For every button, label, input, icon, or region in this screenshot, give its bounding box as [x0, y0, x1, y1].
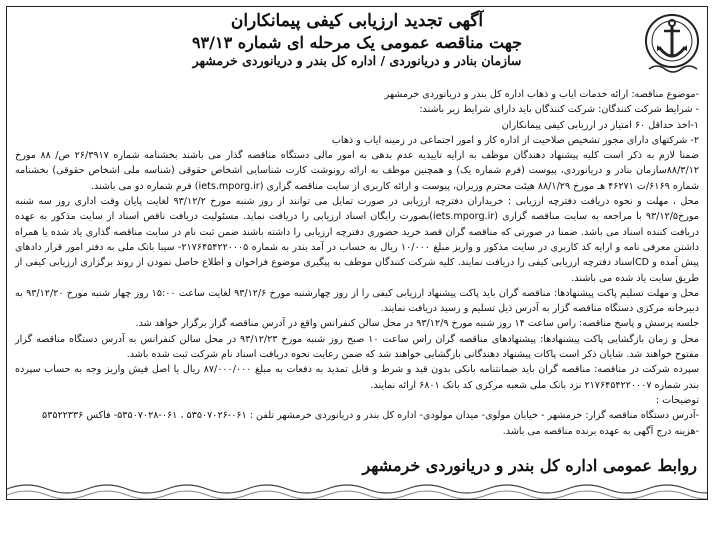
anchor-logo-icon [643, 11, 701, 75]
tender-notice [6, 6, 708, 500]
paragraph-subject: -موضوع مناقصه: ارائه خدمات ایاب و ذهاب اداره کل بندر و دریانوردی خرمشهر [384, 89, 699, 100]
paragraph-notes-heading: توضیحات : [655, 394, 699, 406]
organization-name: سازمان بنادر و دریانوردی / اداره کل بندر و دریانوردی خرمشهر [192, 53, 522, 68]
notice-body [15, 87, 699, 439]
paragraph-conditions: - شرایط شرکت کنندگان: شرکت کنندگان باید دارای شرایط زیر باشند: [419, 104, 699, 116]
paragraph-submission: محل و مهلت تسلیم پاکت پیشنهادها: مناقصه گران باید پاکت پیشنهاد ارزیابی کیفی را از روز چهارشنبه مورخ ۹۳/۱۲/۶ لغایت ساعت ۱۵:۰۰ روز چهار شنبه مورخ ۹۳/۱۲/۲۰ به دبیرخانه مرکزی دستگاه مناقصه گزار به آدرس ذیل تسلیم و رسید دریافت نمایند. [15, 287, 699, 315]
paragraph-condition-2: ۲- شرکتهای دارای مجوز تشخیص صلاحیت از اداره کار و امور اجتماعی در زمینه ایاب و ذهاب [331, 134, 699, 146]
paragraph-document-receipt: محل ، مهلت و نحوه دریافت دفترچه ارزیابی : خریداران دفترچه ارزیابی در صورت تمایل می توانند از روز شنبه مورخ ۹۳/۱۲/۲ لغایت پایان وقت اداری روز سه شنبه مورخ۹۳/۱۲/۵ با مراجعه به سایت مناقصه گزاری (iets.mporg.ir)بصورت رایگان اسناد ارزیابی را دریافت نماید. مسئولیت دریافت ناقص اسناد از سایت مذکور به عهده دریافت کننده اسناد می باشد. ضمنا در صورتی که مناقصه گران قصد خرید حضوری دفترچه ارزیابی را داشته باشند ضمن ثبت نام در سایت مناقصه گذاری یاد شده یا همراه داشتن معرفی نامه و ارایه کد کاربری در سایت مذکور و واریز مبلغ ۱۰/۰۰۰ ریال به حساب در آمد بندر به شماره ۲۱۷۶۴۵۴۲۲۰۰۰۵- سیبا بانک ملی به دفتر امور قرار دادهای پیش آمده و CDاسناد دفترچه ارزیابی کیفی را دریافت نمایند. کلیه شرکت کنندگان موظف به پیگیری موضوع فراخوان و اطلاع حاصل نمودن از روند برگزاری ارزیابی کیفی از طریق سایت یاد شده می باشند. [15, 196, 699, 284]
paragraph-opening: محل و زمان بازگشایی پاکت پیشنهادها: پیشنهادهای مناقصه گران راس ساعت ۱۰ صبح روز شنبه مورخ ۹۳/۱۲/۲۳ در محل سالن کنفرانس به آدرس دستگاه مناقصه گزار مفتوح خواهند شد. شایان ذکر است پاکات پیشنهاد دهندگانی بازگشایی خواهند شد که ضمن رعایت نحوه دریافت اسناد نام شرکت ثبت شده باشد. [15, 333, 699, 361]
notice-title: آگهی تجدید ارزیابی کیفی پیمانکاران [230, 11, 484, 31]
paragraph-condition-1: ۱-اخذ حداقل ۶۰ امتیاز در ارزیابی کیفی پیمانکاران [501, 119, 699, 131]
paragraph-cost: -هزینه درج آگهی به عهده برنده مناقصه می باشد. [502, 425, 699, 437]
footer-signature: روابط عمومی اداره کل بندر و دریانوردی خرمشهر [362, 456, 697, 475]
wave-decoration [7, 477, 708, 499]
notice-header [77, 10, 637, 69]
paragraph-requirements: ضمنا لازم به ذکر است کلیه پیشنهاد دهندگان موظف به ارایه تاییدیه عدم بدهی به امور مالی دستگاه مناقصه گذار می باشند بخشنامه شماره ۲۶/۳۹۱۷ ص/ ۸۸ مورخ ۸۸/۳/۱۲سازمان بنادر و دریانوردی، پیوست (فرم شماره یک) و همچنین موظف به ارائه رونوشت کارت شناسایی اشخاص حقوقی (شناسه ملی اشخاص حقوقی) بخشنامه شماره ۶۱۶۹/ت ۴۶۲۷۱ هـ مورخ ۸۸/۱/۲۹ هیئت محترم وزیران، پیوست و ارائه کاربری از سایت مناقصه گزاری (iets.mporg.ir) فرم شماره دو می باشند. [15, 150, 699, 192]
paragraph-address: -آدرس دستگاه مناقصه گزار: خرمشهر - خیابان مولوی- میدان مولودی- اداره کل بندر و دریانوردی خرمشهر تلفن : ۰۶۱-۵۳۵۰۷۰۲۶ ، ۰۶۱-۵۳۵۰۷۰۲۸- فاکس ۵۳۵۲۲۳۳۶ [42, 410, 699, 422]
notice-subtitle: جهت مناقصه عمومی یک مرحله ای شماره ۹۳/۱۳ [191, 33, 523, 52]
paragraph-deposit: سپرده شرکت در مناقصه: مناقصه گران باید ضمانتنامه بانکی بدون قید و شرط و قابل تمدید به دفعات به مبلغ ۸۷/۰۰۰/۰۰۰ ریال یا اصل فیش واریز وجه به حساب سپرده بندر شماره ۲۱۷۶۴۵۴۲۲۰۰۰۷ نزد بانک ملی شعبه مرکزی کد بانک ۶۸۰۱ ارائه نمایند. [15, 364, 699, 391]
paragraph-qa-session: جلسه پرسش و پاسخ مناقصه: راس ساعت ۱۴ روز شنبه مورخ ۹۳/۱۲/۹ در محل سالن کنفرانس واقع در آدرس مناقصه گزار برگزار خواهد شد. [135, 318, 699, 330]
